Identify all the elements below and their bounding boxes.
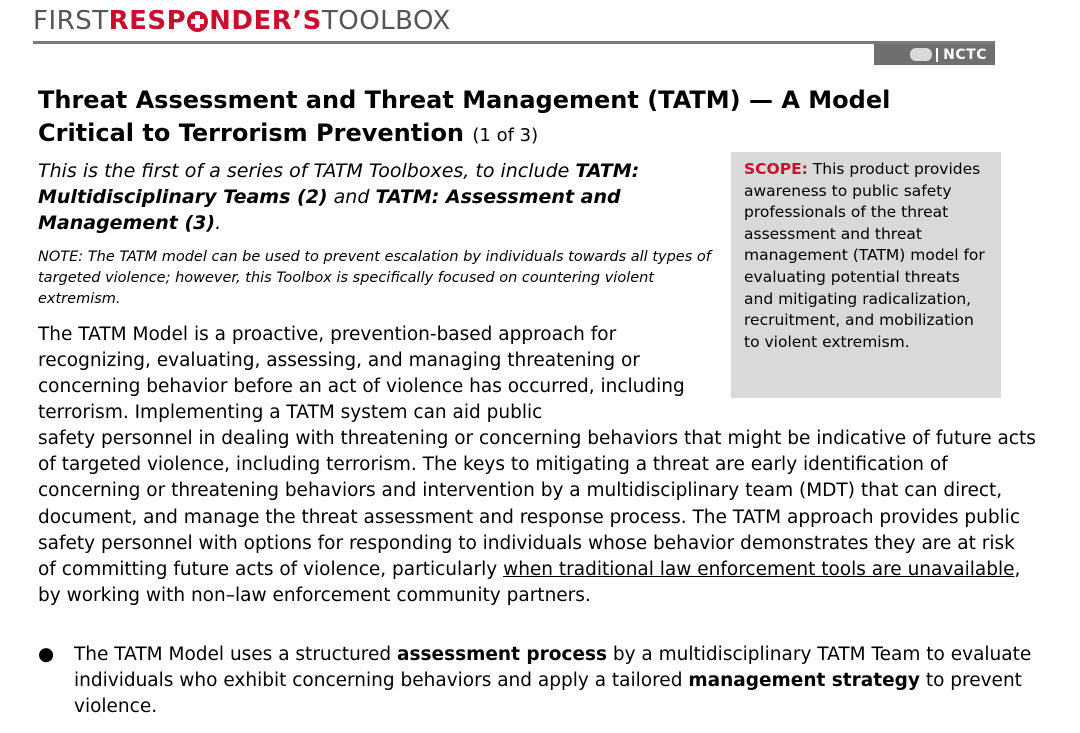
- red-cross-icon: [187, 11, 208, 32]
- brand-logo: [33, 6, 451, 36]
- bullet-marker: ●: [38, 644, 55, 665]
- intro-lead: This is the first of a series of TATM Toolboxes, to include: [38, 160, 576, 182]
- note-paragraph: NOTE: The TATM model can be used to prevent escalation by individuals towards all types of targeted violence; however, this Toolbox is specifically focused on countering violent extremism.: [38, 249, 711, 307]
- intro-paragraph: [38, 158, 718, 236]
- bullet-bold-assessment: assessment process: [397, 644, 607, 665]
- p2-end: , by working with non–law enforcement community partners.: [38, 559, 1021, 607]
- intro-mid: and: [327, 186, 376, 208]
- brand-toolbox: TOOLBOX: [321, 6, 451, 36]
- brand-first: FIRST: [33, 6, 109, 36]
- nctc-seal-icon: [910, 48, 932, 61]
- scope-label: SCOPE:: [744, 160, 808, 178]
- p2-start: safety personnel in dealing with threatening or concerning behaviors that might be indicative of future acts of targeted violence, including terrorism. The keys to mitigating a threat are early identification of concerning or threatening behaviors and intervention by a multidisciplinary team (MDT) that can direct, document, and manage the threat assessment and response process. The TATM approach provides public safety personnel with options for responding to individuals whose behavior demonstrates they are at risk of committing future acts of violence, particularly: [38, 428, 1036, 581]
- intro-end: .: [215, 212, 222, 234]
- nctc-label: NCTC: [943, 46, 987, 63]
- title-text: Threat Assessment and Threat Management (TATM) — A Model Critical to Terrorism Prevention: [38, 86, 891, 147]
- p2-underlined-phrase: when traditional law enforcement tools are unavailable: [503, 559, 1015, 581]
- brand-nders: NDER’S: [209, 6, 322, 36]
- body-paragraph-2: [38, 426, 1038, 609]
- bullet-t2: by a multidisciplinary TATM Team to evaluate individuals who exhibit concerning behaviors and apply a tailored: [74, 644, 1032, 691]
- bullet-bold-management: management strategy: [688, 670, 920, 691]
- scope-box: [731, 152, 1001, 398]
- header-rule: [33, 41, 995, 44]
- intro-bold-assessment: TATM: Assessment and Management (3): [38, 186, 621, 234]
- bullet-item: [38, 642, 1048, 720]
- intro-bold-teams: TATM: Multidisciplinary Teams (2): [38, 160, 640, 208]
- bullet-text: [74, 642, 1048, 720]
- scope-text: This product provides awareness to public safety professionals of the threat assessment and threat management (TATM) model for evaluating potential threats and mitigating radicalization, recruitment, and mobilization to violent extremism.: [744, 160, 985, 351]
- title-part: (1 of 3): [472, 125, 539, 146]
- body-paragraph-1: The TATM Model is a proactive, prevention-based approach for recognizing, evaluating, assessing, and managing threatening or concerning behavior before an act of violence has occurred, including terrorism. Implementing a TATM system can aid public: [38, 324, 685, 423]
- nctc-badge: [874, 44, 995, 65]
- badge-divider: [936, 48, 938, 62]
- bullet-t1: The TATM Model uses a structured: [74, 644, 398, 665]
- bullet-t3: to prevent violence.: [74, 670, 1022, 717]
- page-title: [38, 84, 938, 152]
- brand-respo: RESP: [108, 6, 187, 36]
